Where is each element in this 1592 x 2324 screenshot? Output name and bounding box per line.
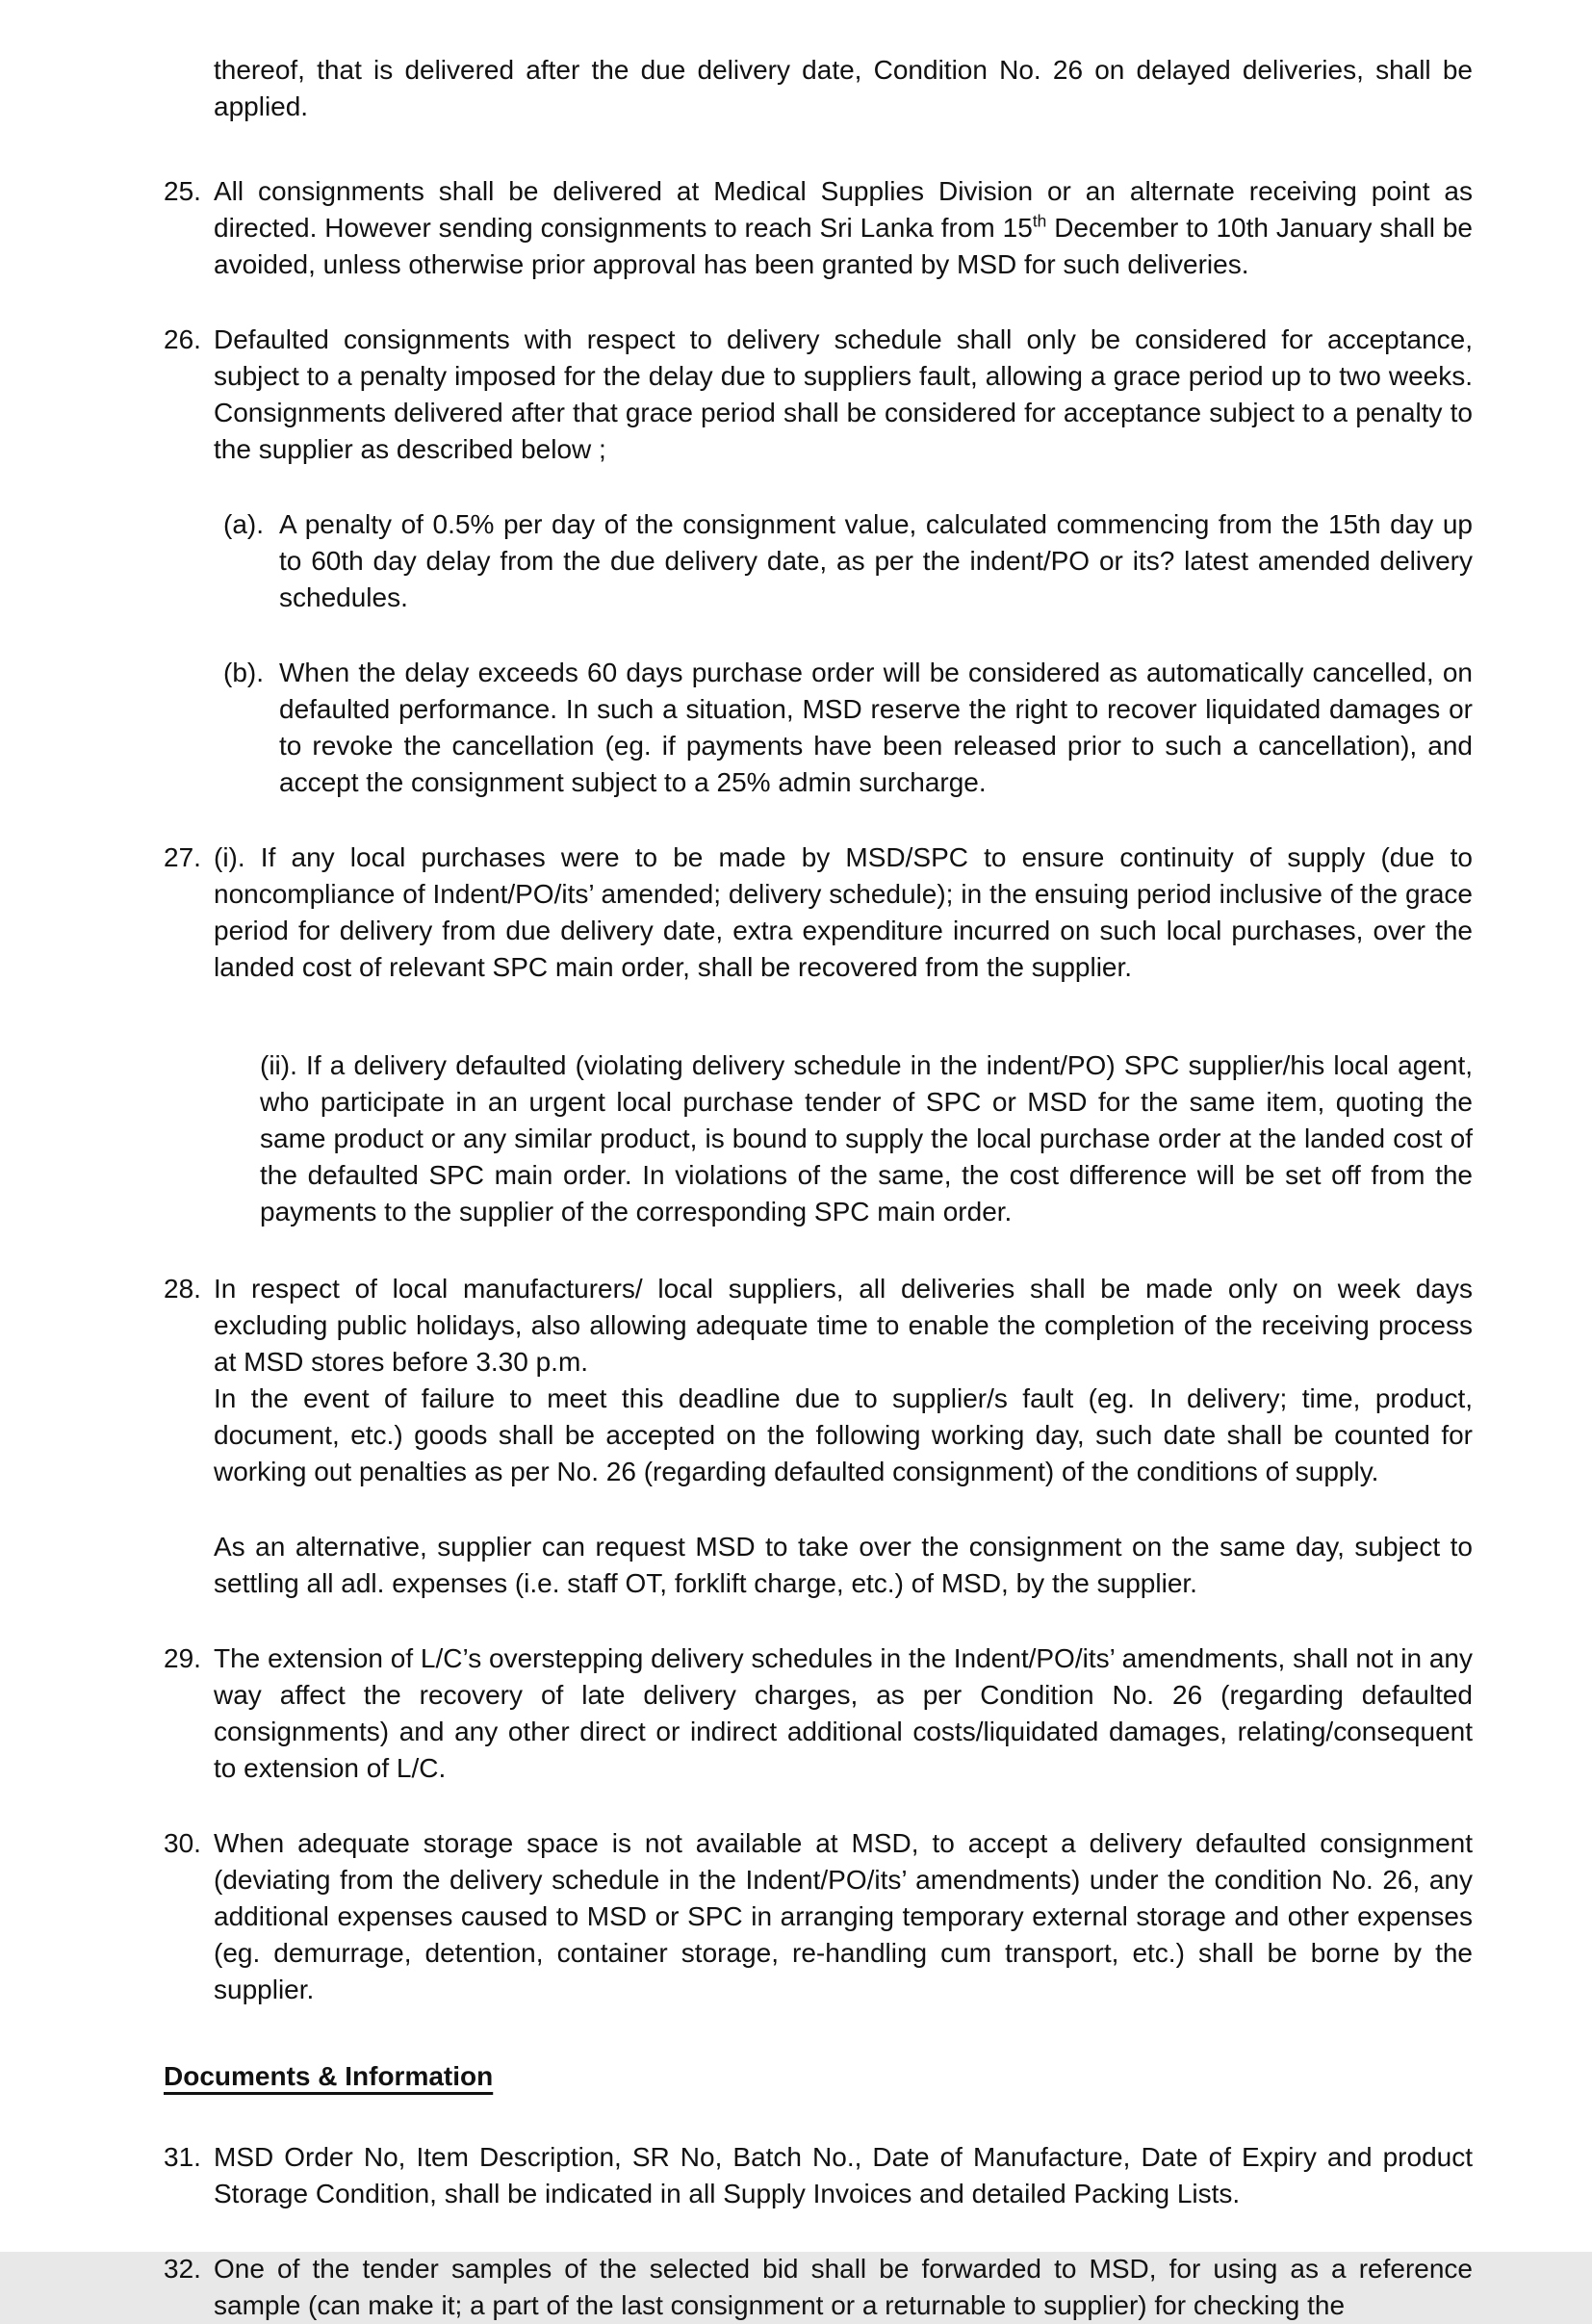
item-30-text: When adequate storage space is not available at MSD, to accept a delivery defaulted consignment (deviating from the delivery schedule in the Indent/PO/its’ amendments) under the condition No. 26, any additional expenses caused to MSD or SPC in arranging temporary external storage and other expenses (eg. demurrage, detention, container storage, re-handling cum transport, etc.) shall be borne by the supplier.	[214, 1828, 1473, 2004]
item-28	[164, 1271, 1473, 1490]
item-26-number: 26.	[164, 324, 201, 354]
item-29	[164, 1640, 1473, 1787]
item-27-text: (i). If any local purchases were to be made by MSD/SPC to ensure continuity of supply (due to noncompliance of Indent/PO/its’ amended; delivery schedule); in the ensuing period inclusive of the grace period for delivery from due delivery date, extra expenditure incurred on such local purchases, over the landed cost of relevant SPC main order, shall be recovered from the supplier.	[214, 842, 1473, 982]
item-25-superscript: th	[1032, 211, 1047, 231]
item-32	[164, 2251, 1473, 2324]
item-25-text-post: December to 10th January shall be avoided, unless otherwise prior approval has been granted by MSD for such deliveries.	[214, 213, 1474, 279]
item-31-text: MSD Order No, Item Description, SR No, Batch No., Date of Manufacture, Date of Expiry and product Storage Condition, shall be indicated in all Supply Invoices and detailed Packing Lists.	[214, 2142, 1473, 2208]
sub-item-b-label: (b).	[223, 658, 264, 687]
sub-item-b-text: When the delay exceeds 60 days purchase order will be considered as automatically cancelled, on defaulted performance. In such a situation, MSD reserve the right to recover liquidated damages or to revoke the cancellation (eg. if payments have been released prior to such a cancellation), and accept the consignment subject to a 25% admin surcharge.	[279, 658, 1473, 797]
sub-item-b	[223, 655, 1473, 801]
item-31-number: 31.	[164, 2142, 201, 2172]
item-30-number: 30.	[164, 1828, 201, 1858]
sub-item-a	[223, 506, 1473, 616]
sub-item-a-label: (a).	[223, 509, 264, 539]
item-29-number: 29.	[164, 1643, 201, 1673]
item-28-paragraph-2: In the event of failure to meet this deadline due to supplier/s fault (eg. In delivery; time, product, document, etc.) goods shall be accepted on the following working day, such date shall be counted for working out penalties as per No. 26 (regarding defaulted consignment) of the conditions of supply.	[214, 1383, 1473, 1486]
sub-item-a-text: A penalty of 0.5% per day of the consignment value, calculated commencing from the 15th day up to 60th day delay from the due delivery date, as per the indent/PO or its? latest amended delivery schedules.	[279, 509, 1473, 612]
section-heading-documents-information: Documents & Information	[164, 2061, 494, 2091]
item-29-text: The extension of L/C’s overstepping delivery schedules in the Indent/PO/its’ amendments, shall not in any way affect the recovery of late delivery charges, as per Condition No. 26 (regarding defaulted consignments) and any other direct or indirect additional costs/liquidated damages, relating/consequent to extension of L/C.	[214, 1643, 1473, 1783]
item-27-number: 27.	[164, 842, 201, 872]
item-31	[164, 2139, 1473, 2212]
item-26	[164, 322, 1473, 468]
item-32-number: 32.	[164, 2254, 201, 2284]
item-25	[164, 173, 1473, 283]
item-25-text-pre: All consignments shall be delivered at Medical Supplies Division or an alternate receiving point as directed. However sending consignments to reach Sri Lanka from 15	[214, 176, 1473, 243]
item-27-sub-ii: (ii). If a delivery defaulted (violating delivery schedule in the indent/PO) SPC supplier/his local agent, who participate in an urgent local purchase tender of SPC or MSD for the same item, quoting the same product or any similar product, is bound to supply the local purchase order at the landed cost of the defaulted SPC main order. In violations of the same, the cost difference will be set off from the payments to the supplier of the corresponding SPC main order.	[260, 1050, 1473, 1227]
intro-paragraph: thereof, that is delivered after the due delivery date, Condition No. 26 on delayed deliveries, shall be applied.	[214, 55, 1473, 121]
item-32-text: One of the tender samples of the selected bid shall be forwarded to MSD, for using as a reference sample (can make it; a part of the last consignment or a returnable to supplier) for checking the	[214, 2254, 1473, 2320]
item-26-text: Defaulted consignments with respect to delivery schedule shall only be considered for acceptance, subject to a penalty imposed for the delay due to suppliers fault, allowing a grace period up to two weeks. Consignments delivered after that grace period shall be considered for acceptance subject to a penalty to the supplier as described below ;	[214, 324, 1473, 464]
item-28-alternative-paragraph: As an alternative, supplier can request MSD to take over the consignment on the same day, subject to settling all adl. expenses (i.e. staff OT, forklift charge, etc.) of MSD, by the supplier.	[214, 1532, 1473, 1598]
item-25-number: 25.	[164, 176, 201, 206]
item-28-number: 28.	[164, 1274, 201, 1304]
item-30	[164, 1825, 1473, 2008]
item-28-paragraph-1: In respect of local manufacturers/ local suppliers, all deliveries shall be made only on week days excluding public holidays, also allowing adequate time to enable the completion of the receiving process at MSD stores before 3.30 p.m.	[214, 1274, 1473, 1377]
item-27	[164, 839, 1473, 986]
